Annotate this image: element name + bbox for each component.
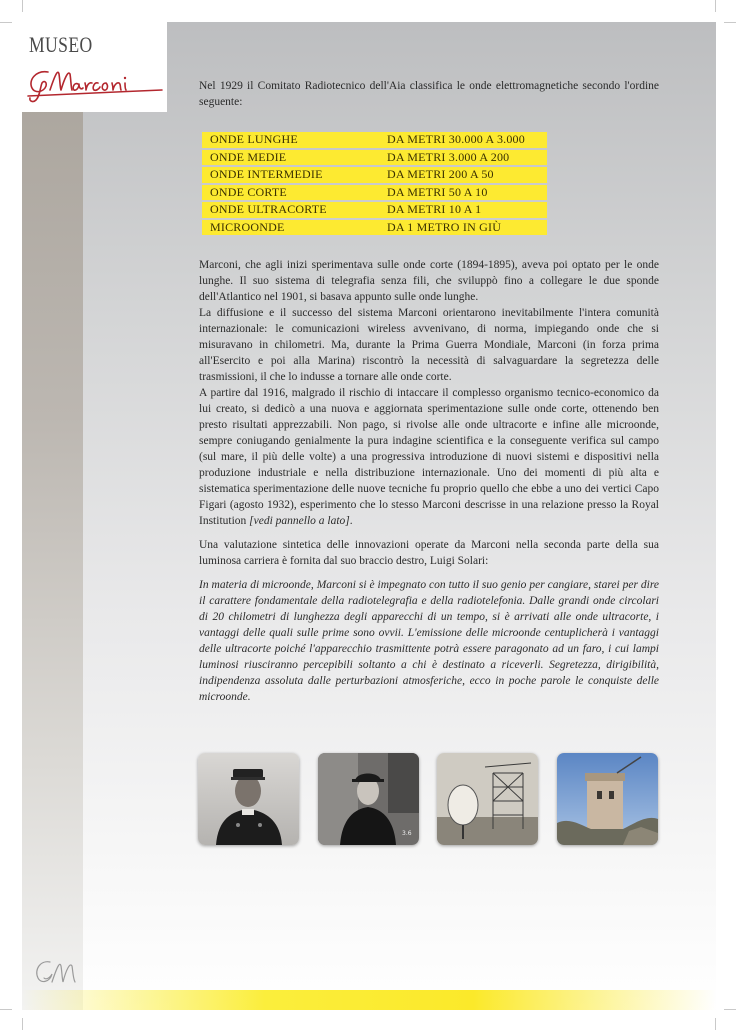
paragraph-1916-end: . xyxy=(349,515,353,527)
parabolic-antenna-photo xyxy=(437,753,538,845)
band-range: DA METRI 10 A 1 xyxy=(387,202,482,216)
marconi-signature xyxy=(26,66,164,111)
museo-title: MUSEO xyxy=(29,32,93,57)
capo-figari-tower-photo xyxy=(557,753,658,845)
band-row xyxy=(202,185,547,201)
paragraph-ww1: La diffusione e il successo del sistema Marconi orientarono inevitabilmente l'intera comunità internazionale: le comunicazioni wireless avvenivano, di norma, impiegando onde che si misuravano in chilometri. Ma, durante la Prima Guerra Mondiale, Marconi (in forza prima all'Esercito e poi alla Marina) riscontrò la necessità di salvaguardare la segretezza delle trasmissioni, il che lo indusse a tornare alle onde corte. xyxy=(199,307,659,383)
band-row xyxy=(202,202,547,218)
panel-reference: [vedi pannello a lato] xyxy=(249,515,350,527)
crop-mark xyxy=(0,1009,12,1010)
bottom-glow xyxy=(22,990,716,1010)
band-range: DA METRI 200 A 50 xyxy=(387,167,494,181)
band-row xyxy=(202,220,547,236)
crop-mark xyxy=(715,1018,716,1030)
paragraph-long-waves: Marconi, che agli inizi sperimentava sulle onde corte (1894-1895), aveva poi optato per le onde lunghe. Il suo sistema di telegrafia senza fili, che sviluppò fino a collegare le due sponde dell'Atlantico nel 1901, si basava appunto sulle onde lunghe. xyxy=(199,259,659,303)
svg-text:3.6: 3.6 xyxy=(401,830,412,837)
band-range: DA 1 METRO IN GIÙ xyxy=(387,219,502,234)
band-name: ONDE ULTRACORTE xyxy=(210,202,327,216)
gm-monogram xyxy=(32,956,84,993)
band-name: ONDE INTERMEDIE xyxy=(210,167,323,181)
band-row xyxy=(202,167,547,183)
crop-mark xyxy=(724,22,736,23)
museum-logo xyxy=(22,22,167,112)
portrait-uniform-photo xyxy=(198,753,299,845)
band-range: DA METRI 3.000 A 200 xyxy=(387,149,510,164)
band-range: DA METRI 30.000 A 3.000 xyxy=(387,132,525,146)
band-name: ONDE LUNGHE xyxy=(210,132,298,146)
band-row xyxy=(202,132,547,148)
crop-mark xyxy=(22,1018,23,1030)
band-name: ONDE CORTE xyxy=(210,184,287,199)
band-range: DA METRI 50 A 10 xyxy=(387,184,488,199)
intro-paragraph: Nel 1929 il Comitato Radiotecnico dell'Aia classifica le onde elettromagnetiche secondo l'ordine seguente: xyxy=(199,80,659,108)
paragraph-1916-text: A partire dal 1916, malgrado il rischio di intaccare il complesso organismo tecnico-economico da lui creato, si dedicò a una nuova e aggiornata sperimentazione sulle onde corte, ottenendo ben presto risultati apprezzabili. Non pago, si rivolse alle onde ultracorte e infine alle microonde, sempre coniugando genialmente la pura indagine scientifica e la conseguente verifica sul campo (sul mare, il più delle volte) a una progressiva introduzione di nuovi sistemi e dispositivi nella produzione industriale e nella distribuzione internazionale. Uno dei momenti di più alta e sistematica sperimentazione delle nuove tecniche fu proprio quello che ebbe a uno dei vertici Capo Figari (agosto 1932), esperimento che lo stesso Marconi descrisse in una relazione presso la Royal Institution xyxy=(199,387,659,527)
solari-quote: In materia di microonde, Marconi si è impegnato con tutto il suo genio per cangiare, starei per dire il carattere fondamentale della radiotelegrafia e della radiotelefonia. Dalle grandi onde circolari di 20 chilometri di lunghezza degli apparecchi di un tempo, si è arrivati alle onde ultracorte, i vantaggi delle quali sulle prime sono ovvii. L'emissione delle microonde centuplicherà i vantaggi delle ultracorte poiché l'apparecchio trasmittente potrà essere paragonato ad un faro, i cui lampi luminosi riusciranno percepibili soltanto a chi è destinato a riceverli. Segretezza, dirigibilità, indipendenza assoluta dalle perturbazioni atmosferiche, ecco in poche parole le conquiste delle microonde. xyxy=(199,579,659,703)
sidebar-band xyxy=(22,22,83,1010)
band-name: ONDE MEDIE xyxy=(210,149,287,164)
paragraph-1916 xyxy=(199,385,659,529)
portrait-coat-photo xyxy=(318,753,419,845)
band-row xyxy=(202,150,547,166)
paragraph-solari-intro: Una valutazione sintetica delle innovazioni operate da Marconi nella seconda parte della sua luminosa carriera è fornita dal suo braccio destro, Luigi Solari: xyxy=(199,539,659,567)
wave-band-table xyxy=(202,132,547,235)
crop-mark xyxy=(724,1009,736,1010)
crop-mark xyxy=(0,22,12,23)
crop-mark xyxy=(22,0,23,12)
crop-mark xyxy=(715,0,716,12)
article-body xyxy=(199,78,659,705)
band-name: MICROONDE xyxy=(210,219,285,234)
photo-strip xyxy=(198,753,658,845)
